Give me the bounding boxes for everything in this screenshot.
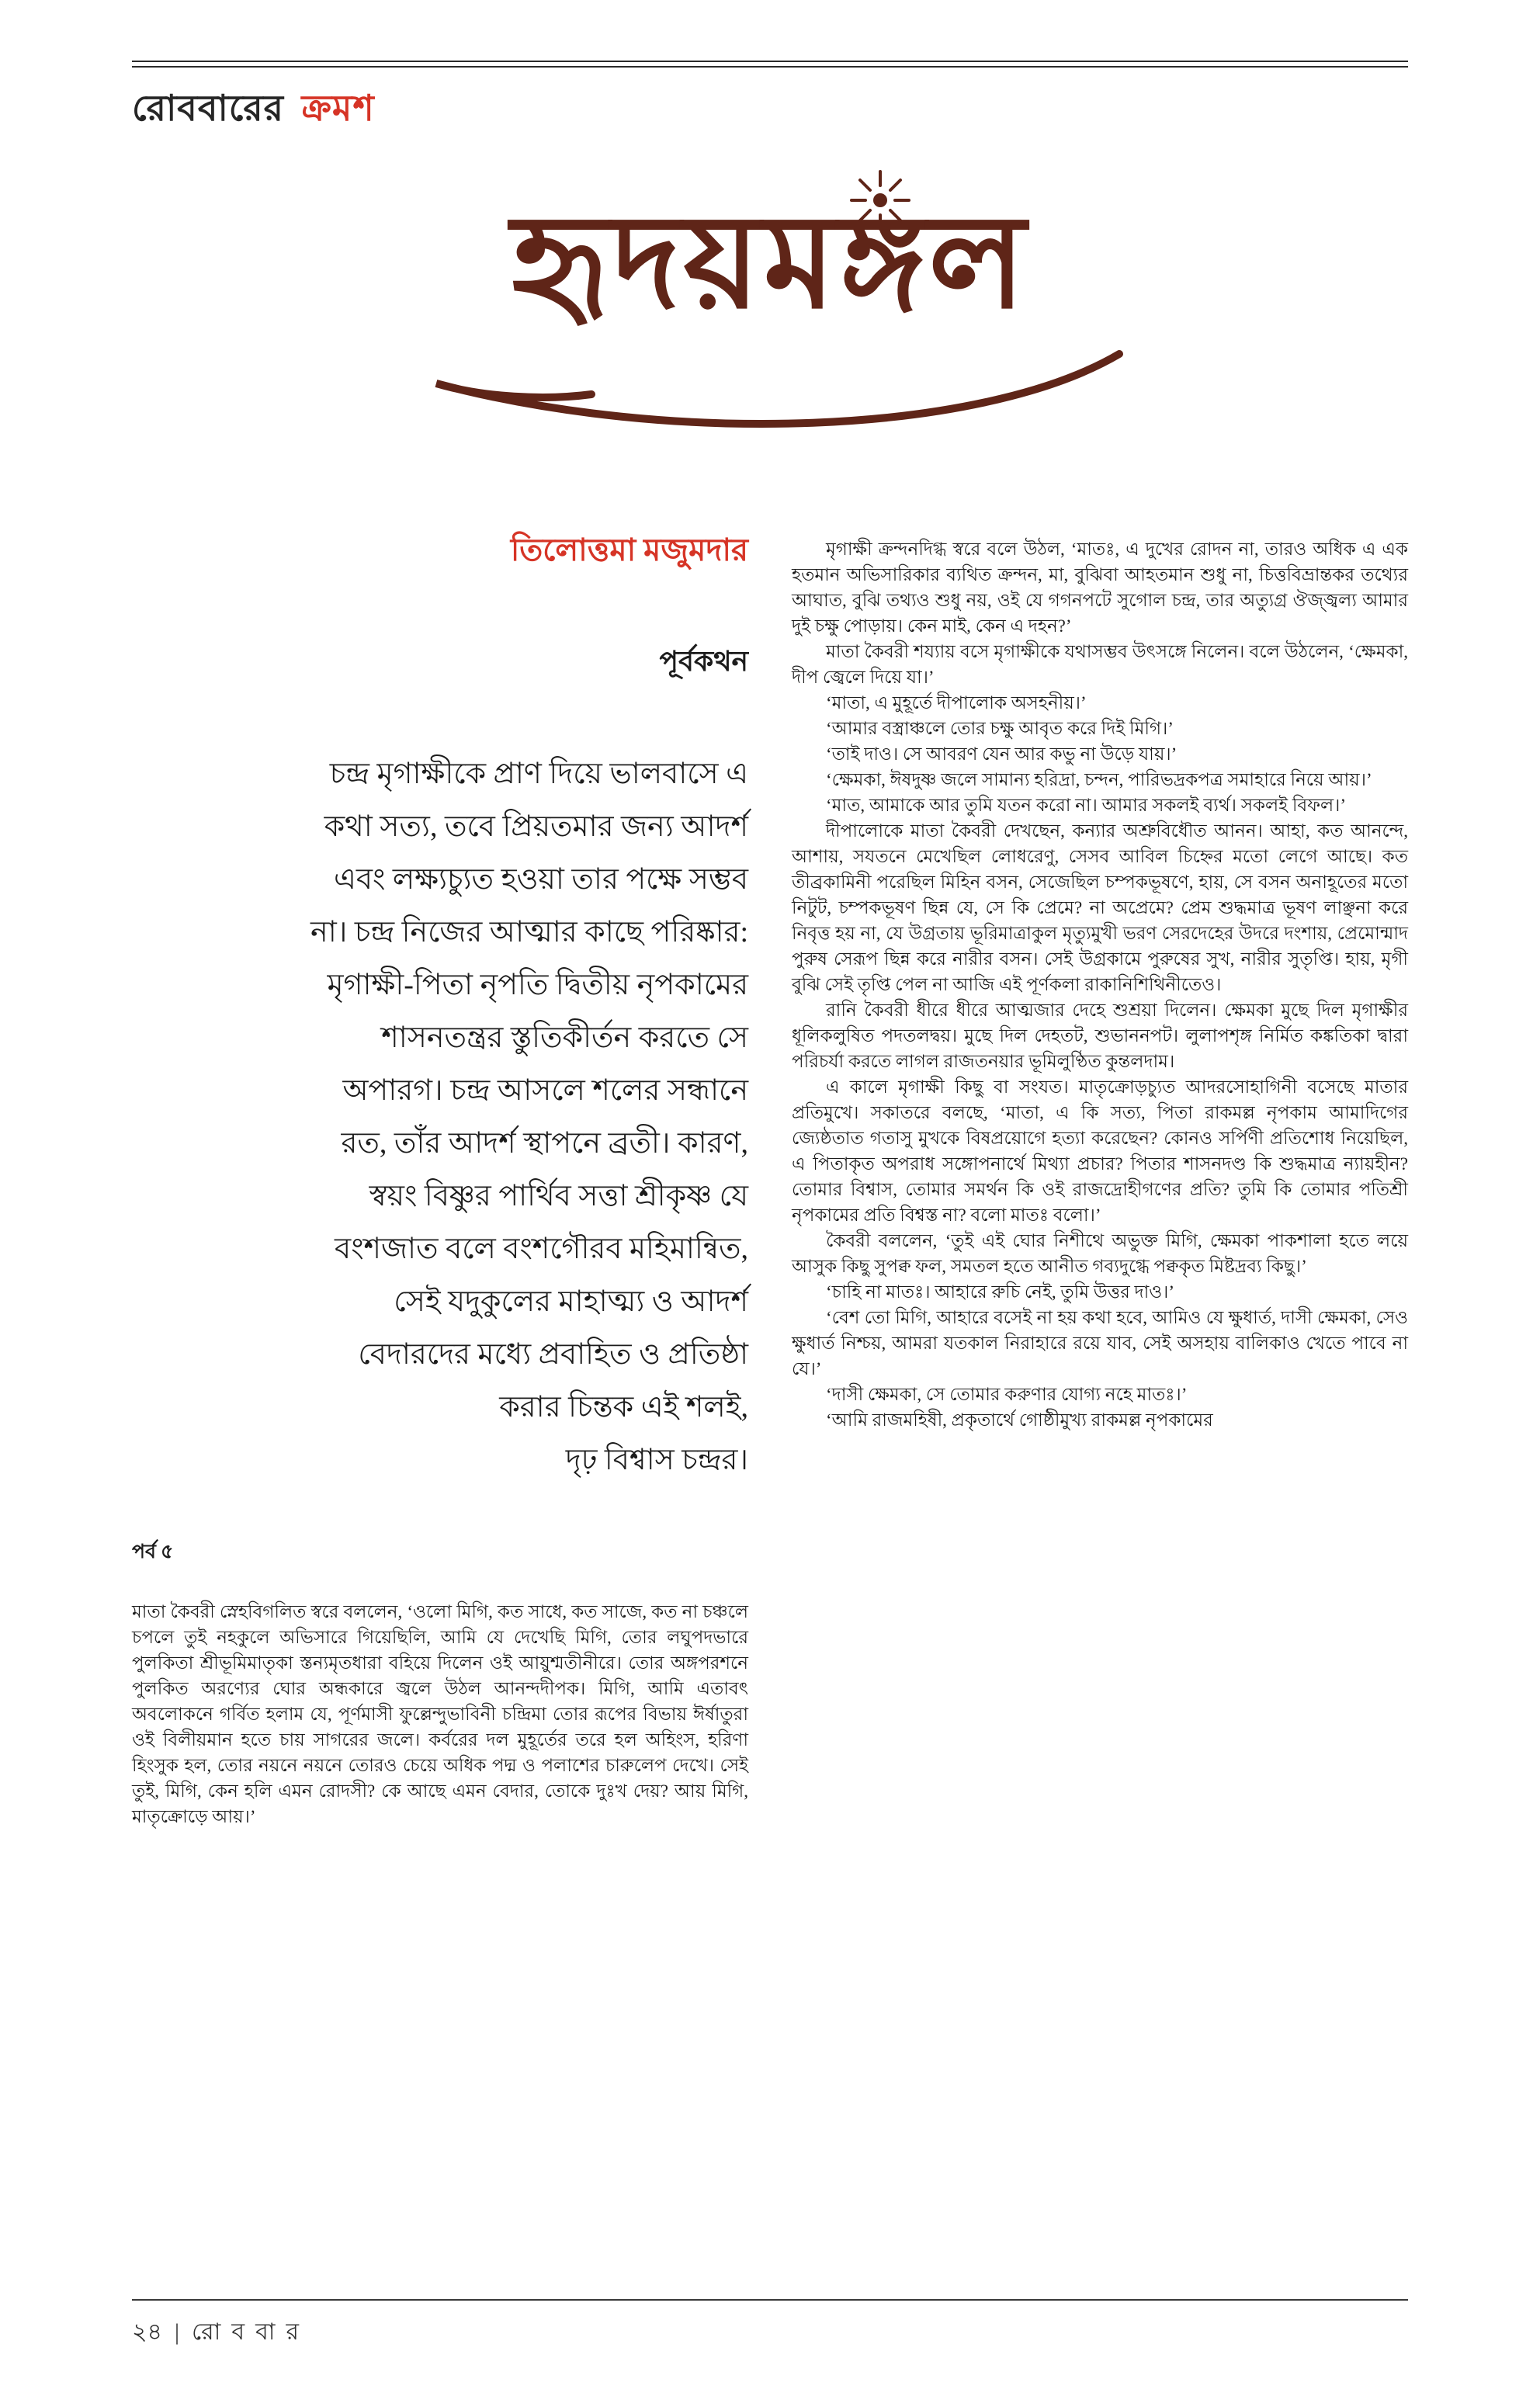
footer-text [132,2313,1408,2353]
body-paragraph: এ কালে মৃগাক্ষী কিছু বা সংযত। মাতৃক্রোড়চ্যুত আদরসোহাগিনী বসেছে মাতার প্রতিমুখে। সকাতরে বলছে, ‘মাতা, এ কি সত্য, পিতা রাকমল্ল নৃপকাম আমাদিগের জ্যেষ্ঠতাত গতাসু মুখকে বিষপ্রয়োগে হত্যা করেছেন? কোনও সর্পিণী প্রতিশোধ নিয়েছিল, এ পিতাকৃত অপরাধ সঙ্গোপনার্থে মিথ্যা প্রচার? পিতার শাসনদণ্ড কি শুদ্ধমাত্র ন্যায়হীন? তোমার বিশ্বাস, তোমার সমর্থন কি ওই রাজদ্রোহীগণের প্রতি? তুমি কি তোমার পতিশ্রী নৃপকামের প্রতি বিশ্বস্ত না? বলো মাতঃ বলো।’ [792,1077,1408,1225]
footer-rule [132,2299,1408,2301]
body-paragraph: ‘আমার বস্ত্রাঞ্চলে তোর চক্ষু আবৃত করে দিই মিগি।’ [826,719,1174,738]
body-paragraph: মাতা কৈবরী শয্যায় বসে মৃগাক্ষীকে যথাসম্ভব উৎসঙ্গে নিলেন। বলে উঠলেন, ‘ক্ষেমকা, দীপ জ্বেলে দিয়ে যা।’ [792,642,1408,687]
intro-line: এবং লক্ষ্যচ্যুত হওয়া তার পক্ষে সম্ভব [334,863,748,896]
body-paragraph: ‘মাতা, এ মুহূর্তে দীপালোক অসহনীয়।’ [826,693,1087,713]
header-rule [132,61,1408,68]
body-paragraph: ‘তাই দাও। সে আবরণ যেন আর কভু না উড়ে যায়।’ [826,744,1178,764]
serial-label: ক্রমশ [301,88,375,128]
left-column [132,532,748,1829]
intro-line: দৃঢ় বিশ্বাস চন্দ্রর। [565,1444,748,1476]
magazine-name: রোববারের [132,88,284,128]
intro-line: কথা সত্য, তবে প্রিয়তমার জন্য আদর্শ [324,810,748,843]
intro-line: মৃগাক্ষী-পিতা নৃপতি দ্বিতীয় নৃপকামের [327,969,748,1001]
intro-line: বেদারদের মধ্যে প্রবাহিত ও প্রতিষ্ঠা [358,1338,748,1371]
right-body [792,536,1408,1433]
intro-line: অপারগ। চন্দ্র আসলে শলের সন্ধানে [342,1074,748,1107]
footer-separator: | [174,2319,179,2345]
intro-line: শাসনতন্ত্রর স্তুতিকীর্তন করতে সে [381,1021,748,1054]
intro-line: না। চন্দ্র নিজের আত্মার কাছে পরিষ্কার: [310,916,748,949]
body-paragraph: ‘চাহি না মাতঃ। আহারে রুচি নেই, তুমি উত্তর দাও।’ [826,1282,1175,1302]
intro-line: রত, তাঁর আদর্শ স্থাপনে ব্রতী। কারণ, [341,1127,748,1160]
body-paragraph: দীপালোকে মাতা কৈবরী দেখছেন, কন্যার অশ্রুবিধৌত আনন। আহা, কত আনন্দে, আশায়, সযতনে মেখেছিল লোধরেণু, সেসব আবিল চিহ্নের মতো লেগে আছে। কত তীব্রকামিনী পরেছিল মিহিন বসন, সেজেছিল চম্পকভূষণে, হায়, সে বসন অনাহূতের মতো নিটুট, চম্পকভূষণ ছিন্ন যে, সে কি প্রেমে? না অপ্রেমে? প্রেম শুদ্ধমাত্র ভূষণ লাঞ্ছনা করে নিবৃত্ত হয় না, যে উগ্রতায় ভূরিমাত্রাকুল মৃত্যুমুখী ভরণ সেরদেহের উদরে দংশায়, প্রেমোন্মাদ পুরুষ সেরূপ ছিন্ন করে নারীর বসন। সেই উগ্রকামে পুরুষের সুখ, নারীর সুতৃপ্তি। হায়, মৃগী বুঝি সেই তৃপ্তি পেল না আজি এই পূর্ণকলা রাকানিশিথিনীতেও। [792,821,1408,994]
body-paragraph: ‘ক্ষেমকা, ঈষদুষ্ণ জলে সামান্য হরিদ্রা, চন্দন, পারিভদ্রকপত্র সমাহারে নিয়ে আয়।’ [826,770,1372,789]
footer [132,2299,1408,2353]
body-paragraph: ‘বেশ তো মিগি, আহারে বসেই না হয় কথা হবে, আমিও যে ক্ষুধার্ত, দাসী ক্ষেমকা, সেও ক্ষুধার্ত নিশ্চয়, আমরা যতকাল নিরাহারে রয়ে যাব, সেই অসহায় বালিকাও খেতে পাবে না যে।’ [792,1308,1408,1379]
section-heading: পূর্বকথন [659,646,748,677]
logo-text: হৃদয়মঙ্গল [511,191,1029,335]
page-header [132,82,1408,140]
body-paragraph: ‘দাসী ক্ষেমকা, সে তোমার করুণার যোগ্য নহে মাতঃ।’ [826,1385,1188,1404]
intro-line: বংশজাত বলে বংশগৌরব মহিমান্বিত, [335,1233,748,1265]
intro-line: স্বয়ং বিষ্ণুর পার্থিব সত্তা শ্রীকৃষ্ণ যে [369,1180,748,1212]
intro-line: সেই যদুকুলের মাহাত্ম্য ও আদর্শ [394,1285,748,1318]
logo-flourish [390,343,1150,444]
magazine-logo [132,161,1408,494]
right-column [792,532,1408,1829]
part-label: পর্ব ৫ [132,1542,174,1562]
body-paragraph: ‘আমি রাজমহিষী, প্রকৃতার্থে গোষ্ঠীমুখ্য রাকমল্ল নৃপকামের [826,1410,1213,1430]
body-paragraph: মৃগাক্ষী ক্রন্দনদিগ্ধ স্বরে বলে উঠল, ‘মাতঃ, এ দুখের রোদন না, তারও অধিক এ এক হতমান অভিসারিকার ব্যথিত ক্রন্দন, মা, বুঝিবা আহতমান শুধু না, চিত্তবিভ্রান্তকর তথ্যের আঘাত, বুঝি তথ্যও শুধু নয়, ওই যে গগনপটে সুগোল চন্দ্র, তার অত্যুগ্র ঔজ্জ্বল্য আমার দুই চক্ষু পোড়ায়। কেন মাই, কেন এ দহন?’ [792,539,1408,636]
page-number: ২৪ [132,2319,162,2345]
body-paragraph: ‘মাত, আমাকে আর তুমি যতন করো না। আমার সকলই ব্যর্থ। সকলই বিফল।’ [826,796,1347,815]
body-paragraph: রানি কৈবরী ধীরে ধীরে আত্মজার দেহে শুশ্রয়া দিলেন। ক্ষেমকা মুছে দিল মৃগাক্ষীর ধূলিকলুষিত পদতলদ্বয়। মুছে দিল দেহতট, শুভাননপট। লুলাপশৃঙ্গ নির্মিত কঙ্কতিকা দ্বারা পরিচর্যা করতে লাগল রাজতনয়ার ভূমিলুণ্ঠিত কুন্তলদাম। [792,1001,1408,1071]
author-name: তিলোত্তমা মজুমদার [510,532,748,567]
footer-magazine-name: রোববার [192,2319,310,2345]
left-body [132,1599,748,1829]
intro-line: করার চিন্তক এই শলই, [499,1391,748,1424]
intro-block [132,747,748,1486]
article-columns [132,532,1408,1829]
intro-line: চন্দ্র মৃগাক্ষীকে প্রাণ দিয়ে ভালবাসে এ [329,758,748,790]
body-paragraph: মাতা কৈবরী স্নেহবিগলিত স্বরে বললেন, ‘ওলো মিগি, কত সাধে, কত সাজে, কত না চঞ্চলে চপলে তুই নহকুলে অভিসারে গিয়েছিলি, আমি যে দেখেছি মিগি, তোর লঘুপদভারে পুলকিতা শ্রীভূমিমাতৃকা স্তন্যমৃতধারা বহিয়ে দিলেন ওই আয়ুশ্মতীনীরে। তোর অঙ্গপরশনে পুলকিত অরণ্যের ঘোর অন্ধকারে জ্বলে উঠল আনন্দদীপক। মিগি, আমি এতাবৎ অবলোকনে গর্বিত হলাম যে, পূর্ণমাসী ফুল্লেন্দুভাবিনী চন্দ্রিমা তোর রূপের বিভায় ঈর্ষাতুরা ওই বিলীয়মান হতে চায় সাগরের জলে। কর্বরের দল মুহূর্তের তরে হল অহিংস, হরিণা হিংসুক হল, তোর নয়নে নয়নে তোরও চেয়ে অধিক পদ্ম ও পলাশের চারুলেপ দেখে। সেই তুই, মিগি, কেন হলি এমন রোদসী? কে আছে এমন বেদার, তোকে দুঃখ দেয়? আয় মিগি, মাতৃক্রোড়ে আয়।’ [132,1602,748,1826]
body-paragraph: কৈবরী বললেন, ‘তুই এই ঘোর নিশীথে অভুক্ত মিগি, ক্ষেমকা পাকশালা হতে লয়ে আসুক কিছু সুপক্ব ফল, সমতল হতে আনীত গব্যদুগ্ধে পক্বকৃত মিষ্টদ্রব্য কিছু।’ [792,1231,1408,1276]
